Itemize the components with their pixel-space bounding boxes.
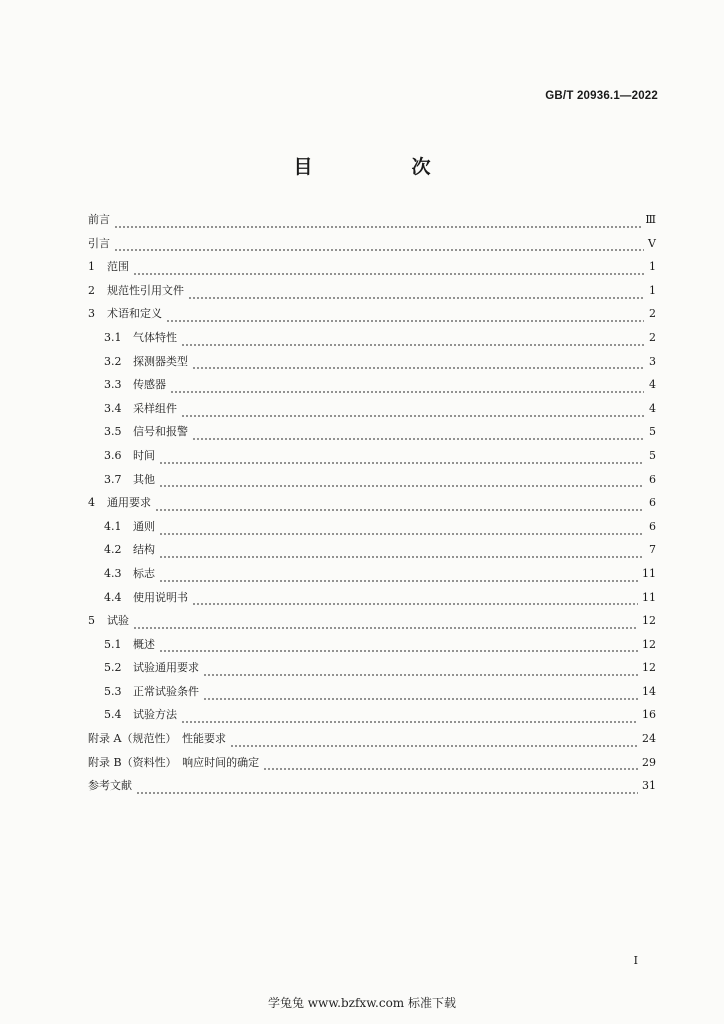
toc-entry-label: 试验 [107, 614, 129, 628]
dot-leader [159, 485, 644, 487]
toc-entry-page: 11 [642, 566, 656, 580]
dot-leader [192, 603, 638, 605]
toc-entry-label: 采样组件 [133, 401, 177, 415]
toc-entry[interactable] [88, 519, 656, 543]
toc-entry-page: 5 [649, 448, 656, 462]
dot-leader [188, 297, 644, 299]
dot-leader [181, 344, 644, 346]
page-title: 目 次 [293, 156, 471, 178]
toc-entry-number: 2 [88, 283, 95, 297]
toc-entry[interactable] [88, 778, 656, 802]
toc-entry-label: 前言 [88, 213, 110, 226]
dot-leader [166, 320, 644, 322]
toc-entry-number: 5.4 [104, 708, 122, 722]
toc-entry-number: 5.2 [104, 661, 122, 675]
dot-leader [192, 438, 644, 440]
toc-entry-label: 其他 [133, 472, 155, 486]
toc-entry-number: 3.4 [104, 401, 122, 415]
dot-leader [136, 792, 638, 794]
toc-entry[interactable] [88, 566, 656, 590]
toc-entry-page: 29 [642, 755, 656, 769]
toc-entry[interactable] [88, 707, 656, 731]
footer-watermark: 学兔兔 www.bzfxw.com 标准下载 [267, 996, 457, 1010]
toc-entry-page: 6 [649, 472, 656, 486]
toc-entry-label: 探测器类型 [133, 354, 188, 368]
toc-entry-number: 3.2 [104, 354, 122, 368]
toc-entry[interactable] [88, 283, 656, 307]
toc-entry[interactable] [88, 306, 656, 330]
dot-leader [203, 698, 638, 700]
toc-entry-number: 3 [88, 307, 95, 321]
toc-entry-label: 气体特性 [133, 330, 177, 344]
toc-entry[interactable] [88, 542, 656, 566]
dot-leader [133, 273, 644, 275]
dot-leader [159, 650, 638, 652]
toc-entry-page: 12 [642, 614, 656, 628]
toc-entry-label: 概述 [133, 637, 155, 651]
toc-entry[interactable] [88, 731, 656, 755]
toc-entry-page: 12 [642, 661, 656, 675]
toc-entry-page: 12 [642, 637, 656, 651]
toc-entry-page: 16 [642, 708, 656, 722]
dot-leader [159, 533, 644, 535]
toc-entry[interactable] [88, 495, 656, 519]
toc-entry[interactable] [88, 590, 656, 614]
toc-entry-number: 5.3 [104, 684, 122, 698]
toc-entry-label: 时间 [133, 448, 155, 462]
toc-entry-page: 1 [649, 260, 656, 274]
toc-entry-page: 4 [649, 401, 656, 415]
dot-leader [192, 367, 644, 369]
toc-entry-label: 信号和报警 [133, 425, 188, 439]
toc-entry-page: 4 [649, 378, 656, 392]
toc-entry[interactable] [88, 448, 656, 472]
toc-entry[interactable] [88, 401, 656, 425]
page-number: I [633, 954, 638, 967]
toc-entry-number: 5 [88, 614, 95, 628]
toc-entry[interactable] [88, 212, 656, 236]
dot-leader [159, 462, 644, 464]
toc-entry-number: 3.5 [104, 425, 122, 439]
toc-entry-page: 5 [649, 425, 656, 439]
toc-entry-label: 试验通用要求 [133, 661, 199, 675]
toc-entry-label: 术语和定义 [107, 307, 162, 321]
toc-entry-number: 1 [88, 260, 95, 274]
toc-entry-page: 2 [649, 330, 656, 344]
toc-entry-page: 31 [642, 779, 656, 793]
toc-entry[interactable] [88, 259, 656, 283]
toc-entry-page: 1 [649, 283, 656, 297]
toc-entry-label: 结构 [133, 543, 155, 557]
toc-entry-page: Ⅲ [645, 213, 656, 226]
toc-entry-label: 通则 [133, 519, 155, 533]
toc-entry-label: 正常试验条件 [133, 684, 199, 698]
toc-entry-page: 14 [642, 684, 656, 698]
dot-leader [114, 226, 641, 228]
toc-entry-number: 3.3 [104, 378, 122, 392]
toc-entry-label: 通用要求 [107, 496, 151, 510]
toc-entry-label: 附录 A（规范性） 性能要求 [88, 732, 226, 746]
dot-leader [230, 745, 638, 747]
toc-entry-number: 3.7 [104, 472, 122, 486]
toc-entry[interactable] [88, 330, 656, 354]
dot-leader [181, 415, 644, 417]
toc-entry-page: 2 [649, 307, 656, 321]
toc-entry[interactable] [88, 377, 656, 401]
dot-leader [203, 674, 638, 676]
toc-entry[interactable] [88, 236, 656, 260]
dot-leader [155, 509, 644, 511]
toc-entry-page: 6 [649, 519, 656, 533]
toc-entry-label: 使用说明书 [133, 590, 188, 604]
toc-entry-number: 4.1 [104, 519, 122, 533]
dot-leader [263, 768, 638, 770]
toc-entry[interactable] [88, 660, 656, 684]
toc-entry-page: 11 [642, 590, 656, 604]
dot-leader [170, 391, 644, 393]
dot-leader [181, 721, 638, 723]
toc-entry-label: 引言 [88, 236, 110, 250]
toc-entry[interactable] [88, 637, 656, 661]
toc-entry[interactable] [88, 472, 656, 496]
toc-entry-label: 标志 [133, 566, 155, 580]
toc-entry-label: 规范性引用文件 [107, 283, 184, 297]
toc-entry[interactable] [88, 684, 656, 708]
toc-entry-label: 参考文献 [88, 779, 132, 793]
dot-leader [159, 580, 638, 582]
dot-leader [133, 627, 638, 629]
dot-leader [159, 556, 644, 558]
toc-entry-number: 4.2 [104, 543, 122, 557]
toc-entry[interactable] [88, 424, 656, 448]
standard-code: GB/T 20936.1—2022 [545, 90, 658, 102]
toc-entry[interactable] [88, 354, 656, 378]
toc-entry-page: 7 [649, 543, 656, 557]
toc-entry-label: 附录 B（资料性） 响应时间的确定 [88, 755, 260, 769]
toc-entry[interactable] [88, 755, 656, 779]
toc-entry-label: 范围 [107, 260, 129, 274]
toc-entry-number: 3.6 [104, 448, 122, 462]
toc-entry-number: 4.4 [104, 590, 122, 604]
toc-entry-page: 3 [649, 354, 656, 368]
toc-entry-number: 4 [88, 496, 95, 510]
toc-entry-page: 6 [649, 496, 656, 510]
toc-entry-number: 5.1 [104, 637, 122, 651]
toc-entry-number: 3.1 [104, 330, 122, 344]
toc-entry-page: 24 [642, 732, 656, 746]
toc-entry-label: 传感器 [133, 378, 166, 392]
toc-entry-number: 4.3 [104, 566, 122, 580]
table-of-contents [88, 212, 656, 802]
toc-entry-label: 试验方法 [133, 708, 177, 722]
toc-entry-page: V [648, 236, 656, 250]
dot-leader [114, 249, 644, 251]
toc-entry[interactable] [88, 613, 656, 637]
